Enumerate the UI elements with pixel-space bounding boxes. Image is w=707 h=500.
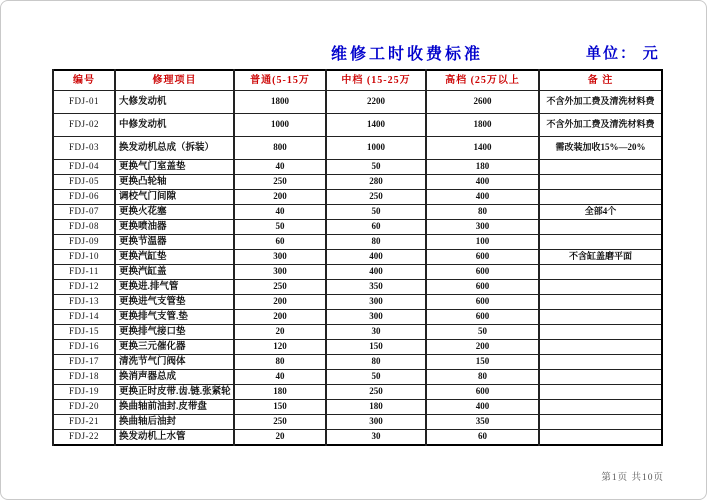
cell-num: 600 — [426, 250, 539, 265]
cell-num: 50 — [326, 205, 426, 220]
header-cell-0: 编号 — [53, 70, 115, 91]
table-row — [53, 137, 662, 160]
cell-remark — [539, 220, 662, 235]
header-cell-2: 普通(5-15万 — [234, 70, 326, 91]
cell-num: 20 — [234, 325, 326, 340]
cell-num: 40 — [234, 160, 326, 175]
cell-num: 1400 — [326, 114, 426, 137]
cell-id: FDJ-05 — [53, 175, 115, 190]
table-row — [53, 385, 662, 400]
cell-id: FDJ-16 — [53, 340, 115, 355]
cell-remark — [539, 355, 662, 370]
header-cell-4: 高档 (25万以上 — [426, 70, 539, 91]
cell-num: 50 — [326, 160, 426, 175]
cell-id: FDJ-18 — [53, 370, 115, 385]
table-row — [53, 160, 662, 175]
page-number-footer: 第1页 共10页 — [601, 473, 664, 483]
table-row — [53, 265, 662, 280]
cell-num: 60 — [234, 235, 326, 250]
table-row — [53, 355, 662, 370]
cell-remark — [539, 295, 662, 310]
cell-num: 1000 — [326, 137, 426, 160]
cell-remark — [539, 190, 662, 205]
cell-num: 300 — [326, 295, 426, 310]
cell-num: 400 — [326, 250, 426, 265]
cell-num: 800 — [234, 137, 326, 160]
cell-num: 400 — [326, 265, 426, 280]
cell-num: 120 — [234, 340, 326, 355]
cell-item: 换发动机总成（拆装） — [115, 137, 234, 160]
cell-num: 600 — [426, 385, 539, 400]
header-cell-3: 中档 (15-25万 — [326, 70, 426, 91]
cell-num: 300 — [234, 250, 326, 265]
cell-num: 600 — [426, 310, 539, 325]
cell-num: 600 — [426, 265, 539, 280]
cell-remark — [539, 400, 662, 415]
cell-remark — [539, 235, 662, 250]
fee-table — [52, 69, 663, 446]
cell-remark — [539, 175, 662, 190]
cell-num: 80 — [234, 355, 326, 370]
cell-remark: 不含外加工费及清洗材料费 — [539, 114, 662, 137]
cell-item: 更换气门室盖垫 — [115, 160, 234, 175]
cell-num: 300 — [326, 310, 426, 325]
header-cell-5: 备 注 — [539, 70, 662, 91]
cell-item: 更换汽缸盖 — [115, 265, 234, 280]
cell-item: 更换节温器 — [115, 235, 234, 250]
table-row — [53, 430, 662, 446]
cell-num: 1400 — [426, 137, 539, 160]
cell-num: 600 — [426, 280, 539, 295]
cell-num: 180 — [326, 400, 426, 415]
cell-num: 150 — [234, 400, 326, 415]
cell-num: 20 — [234, 430, 326, 446]
cell-item: 更换凸轮轴 — [115, 175, 234, 190]
fee-table-body — [53, 91, 662, 446]
cell-item: 更换排气接口垫 — [115, 325, 234, 340]
cell-item: 换曲轴前油封.皮带盘 — [115, 400, 234, 415]
cell-num: 300 — [234, 265, 326, 280]
cell-num: 1000 — [234, 114, 326, 137]
cell-num: 200 — [234, 310, 326, 325]
cell-item: 更换三元催化器 — [115, 340, 234, 355]
cell-id: FDJ-17 — [53, 355, 115, 370]
cell-remark: 不含外加工费及清洗材料费 — [539, 91, 662, 114]
unit-label: 单位： 元 — [586, 46, 660, 62]
cell-id: FDJ-03 — [53, 137, 115, 160]
cell-remark — [539, 160, 662, 175]
cell-num: 30 — [326, 325, 426, 340]
cell-id: FDJ-22 — [53, 430, 115, 446]
cell-item: 换消声器总成 — [115, 370, 234, 385]
cell-id: FDJ-06 — [53, 190, 115, 205]
cell-num: 80 — [426, 205, 539, 220]
table-row — [53, 114, 662, 137]
table-row — [53, 250, 662, 265]
cell-id: FDJ-15 — [53, 325, 115, 340]
cell-remark: 全部4个 — [539, 205, 662, 220]
cell-num: 2600 — [426, 91, 539, 114]
cell-item: 更换汽缸垫 — [115, 250, 234, 265]
cell-num: 180 — [234, 385, 326, 400]
cell-num: 400 — [426, 400, 539, 415]
cell-remark — [539, 340, 662, 355]
cell-remark — [539, 385, 662, 400]
cell-num: 100 — [426, 235, 539, 250]
cell-id: FDJ-13 — [53, 295, 115, 310]
cell-remark: 不含缸盖磨平面 — [539, 250, 662, 265]
cell-num: 50 — [326, 370, 426, 385]
cell-num: 40 — [234, 205, 326, 220]
cell-id: FDJ-19 — [53, 385, 115, 400]
table-row — [53, 295, 662, 310]
cell-remark — [539, 310, 662, 325]
cell-num: 180 — [426, 160, 539, 175]
table-row — [53, 325, 662, 340]
cell-num: 30 — [326, 430, 426, 446]
table-row — [53, 310, 662, 325]
table-row — [53, 340, 662, 355]
cell-remark — [539, 325, 662, 340]
cell-num: 250 — [326, 190, 426, 205]
cell-id: FDJ-21 — [53, 415, 115, 430]
cell-num: 150 — [326, 340, 426, 355]
table-row — [53, 235, 662, 250]
cell-item: 调校气门间隙 — [115, 190, 234, 205]
cell-num: 350 — [426, 415, 539, 430]
header-cell-1: 修理项目 — [115, 70, 234, 91]
cell-remark — [539, 430, 662, 446]
cell-num: 50 — [234, 220, 326, 235]
cell-item: 清洗节气门阀体 — [115, 355, 234, 370]
cell-num: 200 — [234, 190, 326, 205]
cell-remark — [539, 280, 662, 295]
cell-num: 80 — [326, 235, 426, 250]
title-row — [1, 41, 706, 65]
cell-num: 60 — [326, 220, 426, 235]
header-row — [53, 70, 662, 91]
cell-num: 200 — [234, 295, 326, 310]
cell-item: 更换火花塞 — [115, 205, 234, 220]
cell-id: FDJ-14 — [53, 310, 115, 325]
cell-num: 1800 — [234, 91, 326, 114]
table-row — [53, 280, 662, 295]
cell-id: FDJ-11 — [53, 265, 115, 280]
cell-num: 400 — [426, 175, 539, 190]
page-title: 维修工时收费标准 — [331, 46, 484, 63]
cell-num: 350 — [326, 280, 426, 295]
cell-num: 1800 — [426, 114, 539, 137]
cell-num: 60 — [426, 430, 539, 446]
cell-item: 更换喷油器 — [115, 220, 234, 235]
cell-num: 250 — [234, 415, 326, 430]
cell-num: 250 — [234, 280, 326, 295]
cell-id: FDJ-04 — [53, 160, 115, 175]
cell-item: 更换排气支管.垫 — [115, 310, 234, 325]
fee-table-header — [53, 70, 662, 91]
cell-id: FDJ-08 — [53, 220, 115, 235]
cell-remark — [539, 415, 662, 430]
table-row — [53, 205, 662, 220]
cell-num: 300 — [326, 415, 426, 430]
cell-num: 200 — [426, 340, 539, 355]
table-row — [53, 400, 662, 415]
cell-num: 150 — [426, 355, 539, 370]
cell-num: 280 — [326, 175, 426, 190]
table-row — [53, 175, 662, 190]
cell-num: 2200 — [326, 91, 426, 114]
cell-num: 250 — [326, 385, 426, 400]
cell-id: FDJ-12 — [53, 280, 115, 295]
cell-item: 更换正时皮带.齿.链.张紧轮 — [115, 385, 234, 400]
cell-item: 中修发动机 — [115, 114, 234, 137]
cell-remark: 需改装加收15%—20% — [539, 137, 662, 160]
cell-item: 换曲轴后油封 — [115, 415, 234, 430]
cell-num: 300 — [426, 220, 539, 235]
table-row — [53, 415, 662, 430]
cell-num: 50 — [426, 325, 539, 340]
table-row — [53, 190, 662, 205]
cell-id: FDJ-20 — [53, 400, 115, 415]
cell-num: 40 — [234, 370, 326, 385]
cell-item: 换发动机上水管 — [115, 430, 234, 446]
table-row — [53, 91, 662, 114]
cell-remark — [539, 370, 662, 385]
cell-id: FDJ-01 — [53, 91, 115, 114]
cell-num: 400 — [426, 190, 539, 205]
cell-id: FDJ-02 — [53, 114, 115, 137]
cell-item: 更换进气支管垫 — [115, 295, 234, 310]
cell-num: 250 — [234, 175, 326, 190]
cell-remark — [539, 265, 662, 280]
cell-num: 600 — [426, 295, 539, 310]
table-row — [53, 220, 662, 235]
cell-id: FDJ-07 — [53, 205, 115, 220]
cell-num: 80 — [326, 355, 426, 370]
cell-num: 80 — [426, 370, 539, 385]
cell-item: 大修发动机 — [115, 91, 234, 114]
cell-id: FDJ-09 — [53, 235, 115, 250]
cell-id: FDJ-10 — [53, 250, 115, 265]
cell-item: 更换进.排气管 — [115, 280, 234, 295]
table-row — [53, 370, 662, 385]
